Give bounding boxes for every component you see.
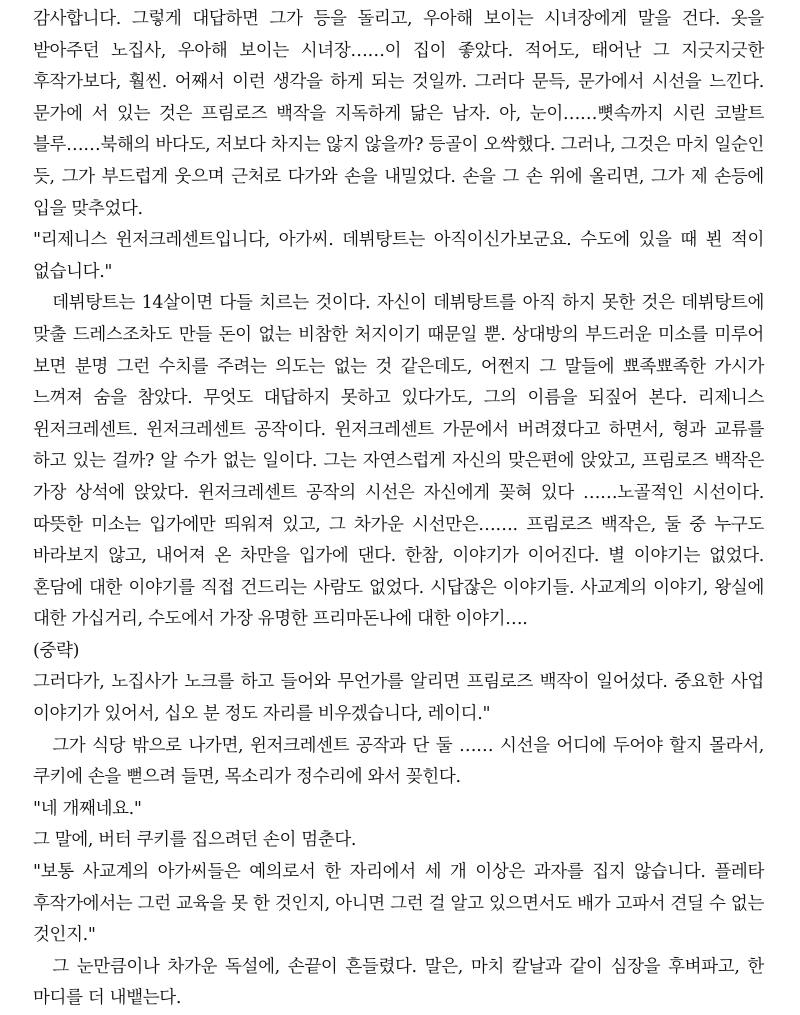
paragraph: "리제니스 윈저크레센트입니다, 아가씨. 데뷔탕트는 아직이신가보군요. 수도에 있을 때 뵌 적이 없습니다." — [33, 230, 764, 282]
dialogue-line: "네 개째네요." — [33, 798, 142, 819]
paragraph: 그러다가, 노집사가 노크를 하고 들어와 무언가를 알리면 프림로즈 백작이 일어섰다. 중요한 사업 이야기가 있어서, 십오 분 정도 자리를 비우겠습니다, 레이디." — [33, 672, 764, 725]
dialogue-line: "보통 사교계의 아가씨들은 예의로서 한 자리에서 세 개 이상은 과자를 집지 않습니다. 플레타 후작가에서는 그런 교육을 못 한 것인지, 아니면 그런 걸 알고 있으면서도 배가 고파서 견딜 수 없는 것인지." — [33, 862, 764, 946]
omission-marker: (중략) — [33, 640, 80, 661]
paragraph: 그가 식당 밖으로 나가면, 윈저크레센트 공작과 단 둘 …… 시선을 어디에 두어야 할지 몰라서, 쿠키에 손을 뻗으려 들면, 목소리가 정수리에 와서 꽂힌다. — [33, 735, 764, 788]
paragraph: 그 눈만큼이나 차가운 독설에, 손끝이 흔들렸다. 말은, 마치 칼날과 같이 심장을 후벼파고, 한 마디를 더 내뱉는다. — [33, 956, 764, 1009]
paragraph: 감사합니다. 그렇게 대답하면 그가 등을 돌리고, 우아해 보이는 시녀장에게 말을 건다. 옷을 받아주던 노집사, 우아해 보이는 시녀장……이 집이 좋았다. 적어도, 태어난 그 지긋지긋한 후작가보다, 훨씬. 어째서 이런 생각을 하게 되는 것일까. 그러다 문득, 문가에서 시선을 느낀다. 문가에 서 있는 것은 프림로즈 백작을 지독하게 닮은 남자. 아, 눈이……뼛속까지 시린 코발트 블루……북해의 바다도, 저보다 차지는 않지 않을까? 등골이 오싹했다. 그러나, 그것은 마치 일순인 듯, 그가 부드럽게 웃으며 근처로 다가와 손을 내밀었다. 손을 그 손 위에 올리면, 그가 제 손등에 입을 맞추었다. — [33, 9, 764, 219]
paragraph: 데뷔탕트는 14살이면 다들 치르는 것이다. 자신이 데뷔탕트를 아직 하지 못한 것은 데뷔탕트에 맞출 드레스조차도 만들 돈이 없는 비참한 처지이기 때문일 뿐. 상대방의 부드러운 미소를 미루어 보면 분명 그런 수치를 주려는 의도는 없는 것 같은데도, 어쩐지 그 말들에 뾰족뾰족한 가시가 느껴져 숨을 참았다. 무엇도 대답하지 못하고 있다가도, 그의 이름을 되짚어 본다. 리제니스 윈저크레센트. 윈저크레센트 공작이다. 윈저크레센트 가문에서 버려졌다고 하면서, 형과 교류를 하고 있는 걸까? 알 수가 없는 일이다. 그는 자연스럽게 자신의 맞은편에 앉았고, 프림로즈 백작은 가장 상석에 앉았다. 윈저크레센트 공작의 시선은 자신에게 꽂혀 있다 ……노골적인 시선이다. 따뜻한 미소는 입가에만 띄워져 있고, 그 차가운 시선만은……. 프림로즈 백작은, 둘 중 누구도 바라보지 않고, 내어져 온 차만을 입가에 댄다. 한참, 이야기가 이어진다. 별 이야기는 없었다. 혼담에 대한 이야기를 직접 건드리는 사람도 없었다. 시답잖은 이야기들. 사교계의 이야기, 왕실에 대한 가십거리, 수도에서 가장 유명한 프리마돈나에 대한 이야기…. — [33, 293, 764, 630]
paragraph: 그 말에, 버터 쿠키를 집으려던 손이 멈춘다. — [33, 830, 357, 851]
